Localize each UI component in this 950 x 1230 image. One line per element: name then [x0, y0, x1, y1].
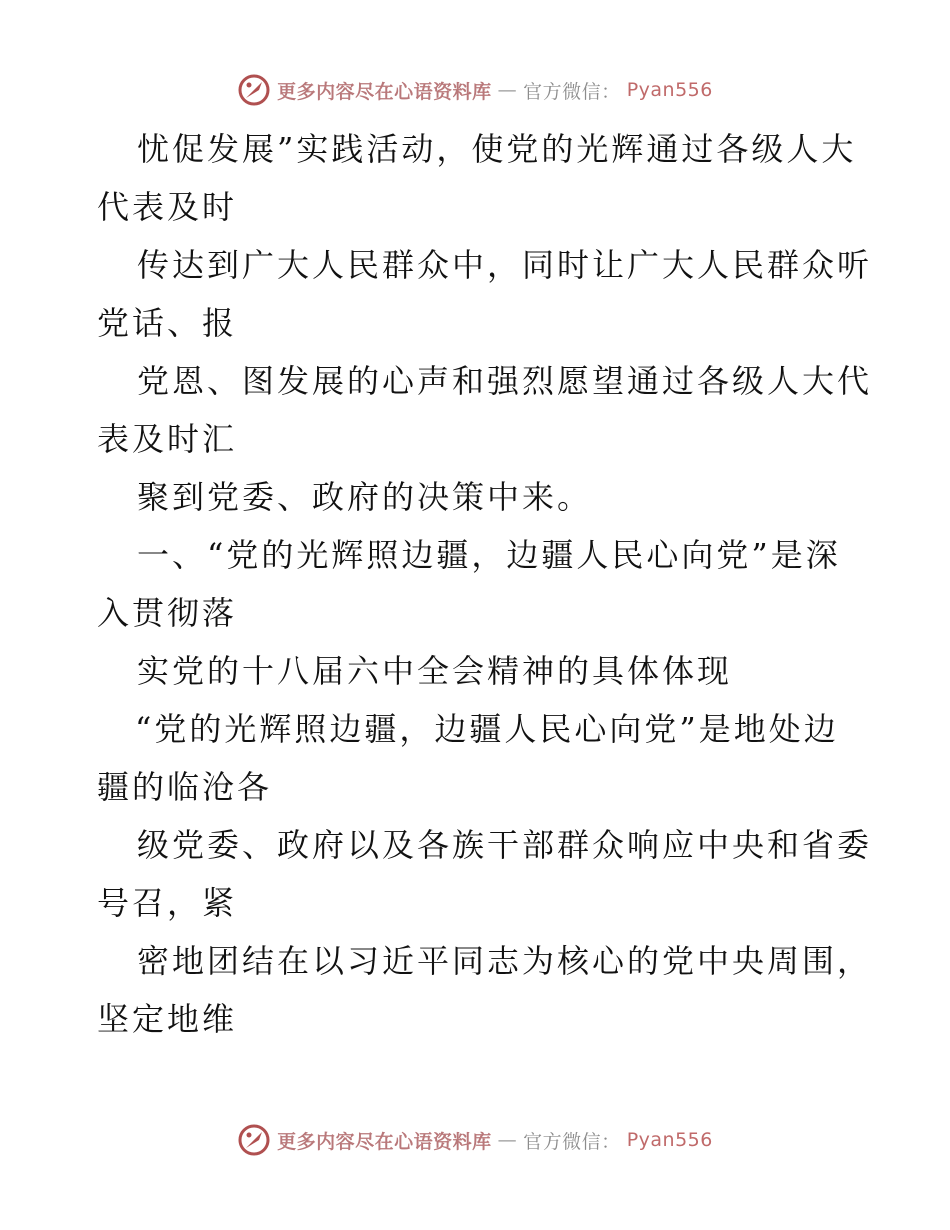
watermark-wechat-id: Pyan556	[626, 1129, 713, 1151]
section-heading-line: 一、“党的光辉照边疆，边疆人民心向党”是深	[137, 536, 841, 574]
text-line: 忧促发展”实践活动，使党的光辉通过各级人大	[137, 130, 857, 168]
text-line: 级党委、政府以及各族干部群众响应中央和省委	[137, 826, 873, 864]
quill-pen-icon	[237, 73, 271, 107]
watermark-wechat-id: Pyan556	[626, 79, 713, 101]
text-line: 聚到党委、政府的决策中来。	[137, 478, 593, 516]
header-watermark	[0, 70, 950, 110]
quill-pen-icon	[237, 1123, 271, 1157]
watermark-separator: —	[497, 1129, 518, 1151]
document-body	[97, 120, 873, 1048]
section-heading-line: 实党的十八届六中全会精神的具体体现	[137, 652, 733, 690]
footer-watermark	[0, 1120, 950, 1160]
watermark-wechat-label: 官方微信：	[523, 1130, 621, 1153]
text-line: 表及时汇	[97, 420, 238, 458]
watermark-brand-text: 更多内容尽在心语资料库	[277, 80, 492, 103]
text-line: 党恩、图发展的心声和强烈愿望通过各级人大代	[137, 362, 873, 400]
text-line: 传达到广大人民群众中，同时让广大人民群众听	[137, 246, 873, 284]
watermark-brand-text: 更多内容尽在心语资料库	[277, 1130, 492, 1153]
watermark-separator: —	[497, 79, 518, 101]
text-line: 代表及时	[97, 188, 238, 226]
watermark-wechat-label: 官方微信：	[523, 80, 621, 103]
text-line: 号召，紧	[97, 884, 238, 922]
text-line: 疆的临沧各	[97, 768, 273, 806]
text-line: 坚定地维	[97, 1000, 238, 1038]
text-line: “党的光辉照边疆，边疆人民心向党”是地处边	[135, 710, 839, 748]
text-line: 入贯彻落	[97, 594, 238, 632]
text-line: 党话、报	[97, 304, 238, 342]
text-line: 密地团结在以习近平同志为核心的党中央周围，	[137, 942, 873, 980]
